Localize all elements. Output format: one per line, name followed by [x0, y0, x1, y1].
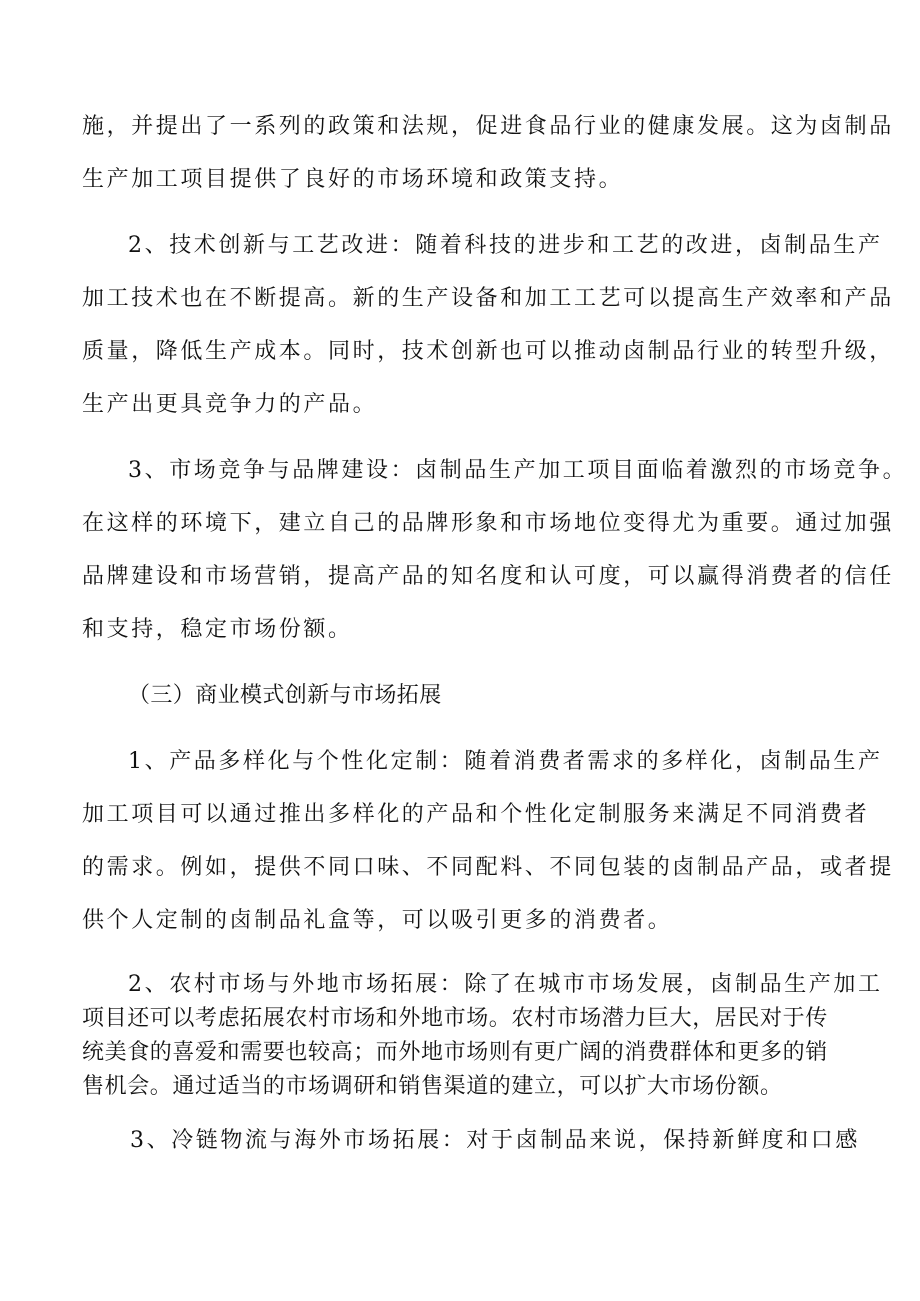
text-line: 质量，降低生产成本。同时，技术创新也可以推动卤制品行业的转型升级， [82, 339, 894, 364]
text-line: 3、冷链物流与海外市场拓展：对于卤制品来说，保持新鲜度和口感 [130, 1128, 860, 1153]
text-line: 和支持，稳定市场份额。 [82, 617, 353, 642]
text-line: 2、技术创新与工艺改进：随着科技的进步和工艺的改进，卤制品生产 [128, 233, 883, 258]
text-line: 项目还可以考虑拓展农村市场和外地市场。农村市场潜力巨大，居民对于传 [82, 1006, 828, 1031]
text-line: 的需求。例如，提供不同口味、不同配料、不同包装的卤制品产品，或者提 [82, 855, 894, 880]
text-line: 施，并提出了一系列的政策和法规，促进食品行业的健康发展。这为卤制品 [82, 114, 894, 139]
text-line: 加工项目可以通过推出多样化的产品和个性化定制服务来满足不同消费者 [82, 802, 870, 827]
text-line: 售机会。通过适当的市场调研和销售渠道的建立，可以扩大市场份额。 [82, 1074, 783, 1099]
text-line: 供个人定制的卤制品礼盒等，可以吸引更多的消费者。 [82, 908, 673, 933]
text-line: 在这样的环境下，建立自己的品牌形象和市场地位变得尤为重要。通过加强 [82, 511, 894, 536]
text-line: 统美食的喜爱和需要也较高；而外地市场则有更广阔的消费群体和更多的销 [82, 1040, 828, 1065]
text-line: 生产加工项目提供了良好的市场环境和政策支持。 [82, 167, 624, 192]
text-line: 3、市场竞争与品牌建设：卤制品生产加工项目面临着激烈的市场竞争。 [128, 458, 908, 483]
text-line: 2、农村市场与外地市场拓展：除了在城市市场发展，卤制品生产加工 [128, 972, 883, 997]
text-line: 加工技术也在不断提高。新的生产设备和加工工艺可以提高生产效率和产品 [82, 286, 894, 311]
section-heading: （三）商业模式创新与市场拓展 [128, 683, 442, 708]
text-line: 生产出更具竞争力的产品。 [82, 392, 378, 417]
text-line: 品牌建设和市场营销，提高产品的知名度和认可度，可以赢得消费者的信任 [82, 564, 894, 589]
text-line: 1、产品多样化与个性化定制：随着消费者需求的多样化，卤制品生产 [128, 749, 883, 774]
